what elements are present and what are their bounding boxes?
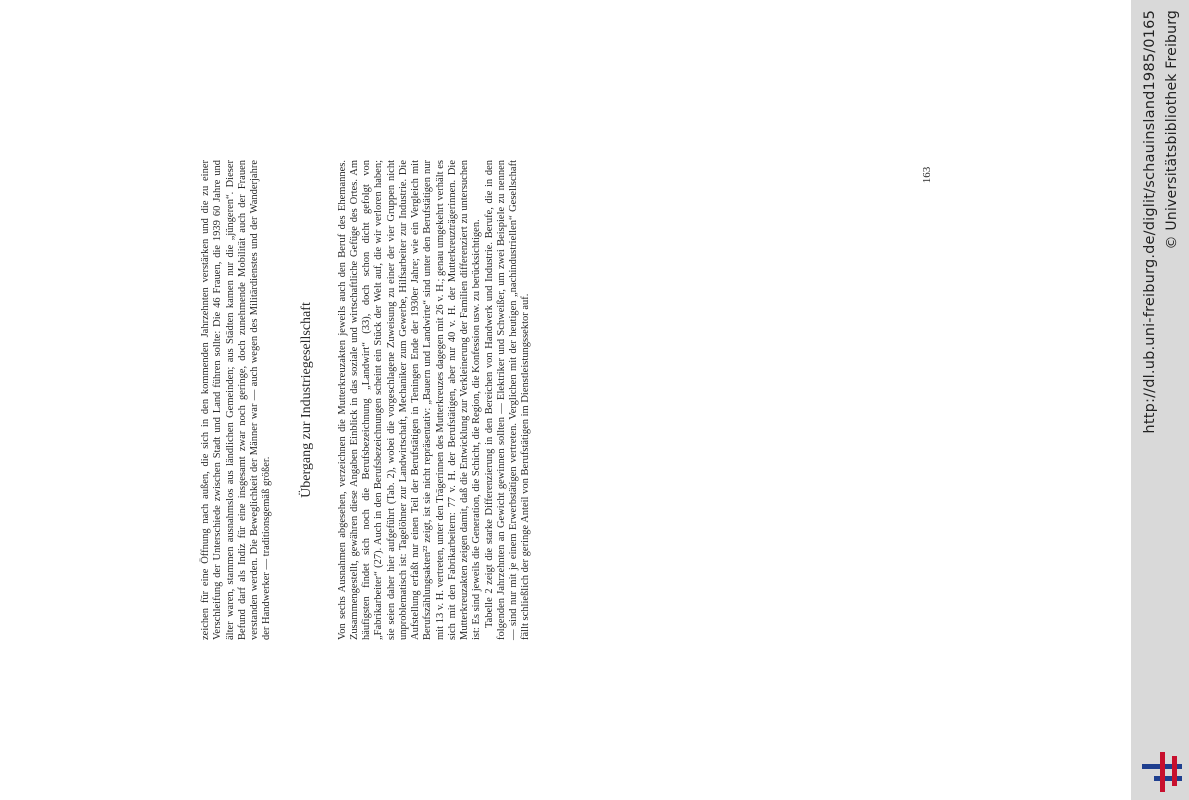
logo-red-bar (1160, 752, 1165, 792)
page-number (920, 160, 934, 190)
rotated-page (200, 160, 940, 640)
copyright-text: © Universitätsbibliothek Freiburg (1164, 10, 1180, 250)
sidebar-text (1140, 10, 1184, 770)
library-logo-icon (1140, 752, 1184, 792)
body-text (200, 160, 533, 640)
paragraph-mutterkreuz: Von sechs Ausnahmen abgesehen, verzeichnen die Mutterkreuzakten jeweils auch den Beruf des Ehemannes. Zusammengestellt, gewähren diese Angaben Einblick in das soziale und wirtschaftliche Gefüge des Ortes. Am häufigsten findet sich noch die Berufsbezeichnung „Landwirt“ (33), doch schon dicht gefolgt von „Fabrikarbeiter“ (27). Auch in den Berufsbezeichnungen scheint ein Stück der Welt auf, die wir verloren haben; sie seien daher hier aufgeführt (Tab. 2), wobei die vorgeschlagene Zuweisung zu einer der vier Gruppen nicht unproblematisch ist: Tagelöhner zur Landwirtschaft, Mechaniker zum Gewerbe, Hilfsarbeiter zur Industrie. Die Aufstellung erfaßt nur einen Teil der Berufstätigen in Teningen Ende der 1930er Jahre; wie ein Vergleich mit Berufszählungsakten²² zeigt, ist sie nicht repräsentativ: „Bauern und Landwirte“ sind unter den Berufstätigen nur mit 13 v. H. vertreten, unter den Trägerinnen des Mutterkreuzes dagegen mit 26 v. H.; genau umgekehrt verhält es sich mit den Fabrikarbeitern: 77 v. H. der Berufstätigen, aber nur 40 v. H. der Mutterkreuzträgerinnen. Die Mutterkreuzakten zeigen damit, daß die Entwicklung zur Verkleinerung der Familien differenziert zu untersuchen ist: Es sind jeweils die Generation, die Schicht, die Region, die Konfession usw. zu berücksichtigen. (336, 160, 483, 640)
paragraph-intro: zeichen für eine Öffnung nach außen, die sich in den kommenden Jahrzehnten verstärken und die zu einer Verschleifung der Unterschiede zwischen Stadt und Land führen sollte: Die 46 Frauen, die 1939 60 Jahre und älter waren, stammen ausnahmslos aus ländlichen Gemeinden; aus Städten kamen nur die „jüngeren“. Dieser Befund darf als Indiz für eine insgesamt zwar noch geringe, doch zunehmende Mobilität auch der Frauen verstanden werden. Die Beweglichkeit der Männer war — auch wegen des Militärdienstes und der Wanderjahre der Handwerker — traditionsgemäß größer. (200, 160, 273, 640)
section-heading: Übergang zur Industriegesellschaft (298, 302, 314, 498)
page-number-text: 163 (921, 166, 933, 184)
paragraph-tabelle: Tabelle 2 zeigt die starke Differenzierung in den Bereichen von Handwerk und Industrie. Berufe, die in den folgenden Jahrzehnten an Gewicht gewinnen sollten — Elektriker und Schweißer, um zwei Beispiele zu nennen — sind nur mit je einem Erwerbstätigen vertreten. Verglichen mit der heutigen „nachindustriellen“ Gesellschaft fällt schließlich der geringe Anteil von Berufstätigen im Dienstleistungssektor auf. (483, 160, 532, 640)
logo-blue-bar-lower (1154, 776, 1182, 781)
logo-red-bar-short (1172, 756, 1177, 786)
source-url-link[interactable]: http://dl.ub.uni-freiburg.de/diglit/schauinsland1985/0165 (1142, 10, 1158, 434)
